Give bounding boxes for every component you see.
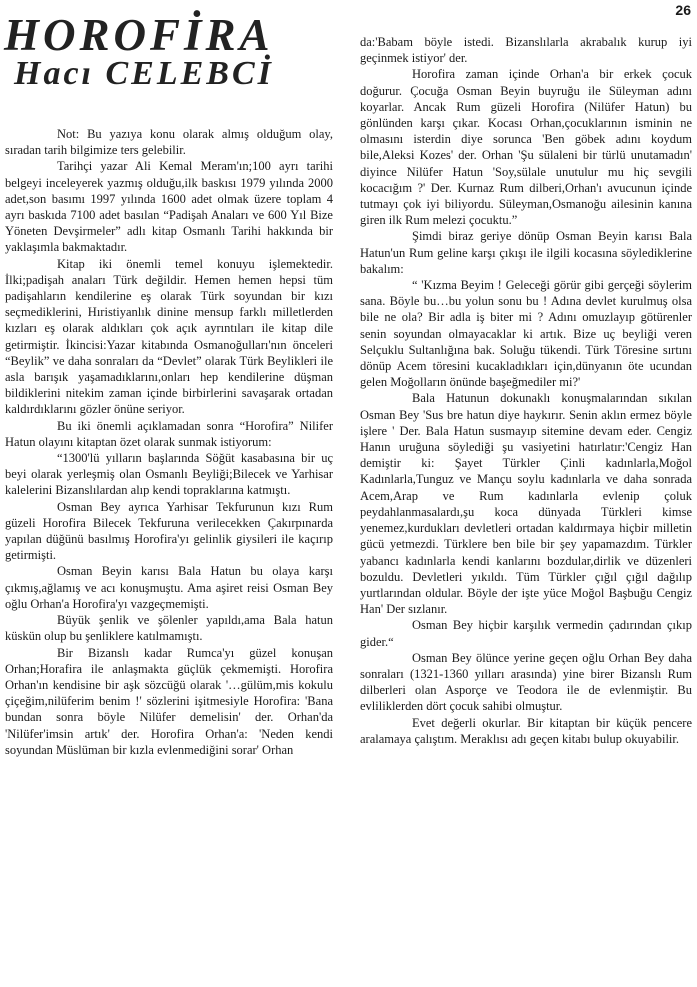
article-author: Hacı CELEBCİ [14,55,274,92]
paragraph: Evet değerli okurlar. Bir kitaptan bir küçük pencere aralamaya çalıştım. Meraklısı adı geçen kitabı bulup okuyabilir. [360,715,692,746]
paragraph: Osman Bey ayrıca Yarhisar Tekfurunun kızı Rum güzeli Horofira Bilecek Tekfuruna verilecekken Çakırpınarda yapılan düğünü basılmış Horofira'yı gelinlik giysileri ile kaçırıp getirmişti. [5,499,333,563]
paragraph: Not: Bu yazıya konu olarak almış olduğum olay, sıradan tarih bilgimize ters gelebilir. [5,127,333,158]
article-title: HOROFİRA [4,10,274,60]
paragraph: Osman Bey ölünce yerine geçen oğlu Orhan Bey daha sonraları (1321-1360 yılları arasında) yine birer Bizanslı Rum dilberleri olan Asporçe ve Teodora ile de evlenmiştir. Bu evliliklerden dört çocuk sahibi olmuştur. [360,650,692,714]
paragraph: Tarihçi yazar Ali Kemal Meram'ın;100 ayrı tarihi belgeyi inceleyerek yazmış olduğu,ilk baskısı 1979 yılında 2000 adet,son basımı 1997 yılında 1600 adet olmak üzere toplam 4 ayrı baskıda 7100 adet basılan “Padişah Anaları ve 600 Yıl Bize Yöneten Devşirmeler” adlı kitap Osmanlı Tarihi hakkında bir yaklaşımla bakmaktadır. [5,159,333,255]
paragraph: Osman Beyin karısı Bala Hatun bu olaya karşı çıkmış,ağlamış ve acı konuşmuştu. Ama aşiret reisi Osman Bey oğlu Orhan'a Horofira'yı vazgeçmemişti. [5,564,333,611]
paragraph: “ 'Kızma Beyim ! Geleceği görür gibi gerçeği söylerim sana. Böyle bu…bu yolun sonu bu ! Adına devlet kurulmuş olsa bile ne ola? Bir adla iş biter mi ? Adını omuzlayıp götürenler senin soyundan olmayacaklar ki artık. Bize uç beyliği veren Selçuklu Sultanlığına bak. Soluğu tükendi. Türk Töresine sırtını dönüp Acem töresini kucakladıkları için,dünyanın öte ucundan gelen Moğolların önünde başeğmediler mi?' [360,278,692,390]
paragraph: Osman Bey hiçbir karşılık vermedin çadırından çıkıp gider.“ [360,618,692,649]
paragraph: Bu iki önemli açıklamadan sonra “Horofira” Nilifer Hatun olayını kitaptan özet olarak sunmak istiyorum: [5,418,333,449]
right-column [360,34,692,747]
paragraph: Bir Bizanslı kadar Rumca'yı güzel konuşan Orhan;Horafira ile anlaşmakta güçlük çekmemişti. Horofira Orhan'ın kendisine bir aşk sözcüğü olarak '…gülüm,mis kokulu çiçeğim,nilüferim benim !' sözlerini işitmesiyle Horofira: 'Bana bundan sonra böyle Nilüfer demelisin' der. Orhan'da 'Nilüfer'imsin artık' der. Horofira Orhan'a: 'Neden kendi soyundan Müslüman bir kızla evlenmediğini sorar' Orhan [5,645,333,757]
left-column [5,126,333,758]
page-number: 26 [675,2,691,18]
paragraph: “1300'lü yılların başlarında Söğüt kasabasına bir uç beyi olarak yerleşmiş olan Osmanlı Beyliği;Bilecek ve Yarhisar kalelerini Bizanslılardan alıp kendi topraklarına katmıştı. [5,451,333,498]
paragraph: Büyük şenlik ve şölenler yapıldı,ama Bala hatun küskün olup bu şenliklere katılmamıştı. [5,613,333,644]
paragraph: Kitap iki önemli temel konuyu işlemektedir. İlki;padişah anaları Türk değildir. Hemen hemen hepsi tüm padişahların kendilerine eş olarak Türk soyundan bir kızı seçmediklerini, Hıristiyanlık dinine mensup farklı milletlerden kızları eş olarak aldıkları çok açık ayrıntıları ile kitap dile getirmiştir. İkincisi:Yazar kitabında Osmanoğulları'nın önceleri “Beylik” ve daha sonraları da “Devlet” olarak Türk Beylikleri ile asla barışık yaşamadıklarını,onları hep kendilerine düşman bildiklerini nitekim zaman içinde birbirlerini savaşarak ortadan kaldırdıklarını gözler önüne seriyor. [5,256,333,417]
paragraph: Bala Hatunun dokunaklı konuşmalarından sıkılan Osman Bey 'Sus bre hatun diye haykırır. Senin aklın ermez böyle işlere ' Der. Bala Hatun susmayıp sitemine devam eder. Cengiz Hanın uruğuna söylediği şu vasiyetini hatırlatır:'Cengiz Han demiştir ki: Şayet Türkler Çinli kadınlarla,Moğol Kadınlarla,Tunguz ve Mançu soylu kadınlarla ve daha sonrada Acem,Arap ve Rum kadınlarla evlenip çoluk peydahlanmasalardı,şu koca dünyada Türkleri kimse yenemez,kurdukları devletleri ortadan kaldırmaya hiçbir milletin gücü yetmezdi. Türklere ben bile bir şey yapamazdım. Türkler yabancı kadınlarla kendi kanlarını bozdular,dirlik ve düzenleri bozuldu. Devletleri yıkıldı. Tüm Türkler çığıl çığıl dağılıp yurtlarından oldular. Böyle der işte yüce Moğol Başbuğu Cengiz Han' Der sızlanır. [360,391,692,617]
paragraph: da:'Babam böyle istedi. Bizanslılarla akrabalık kurup iyi geçinmek istiyor' der. [360,35,692,66]
article-header [4,10,349,92]
paragraph: Şimdi biraz geriye dönüp Osman Beyin karısı Bala Hatun'un Rum geline karşı çıkışı ile ilgili kocasına söylediklerine bakalım: [360,229,692,276]
paragraph: Horofira zaman içinde Orhan'a bir erkek çocuk doğurur. Çocuğa Osman Beyin buyruğu ile Süleyman adını koyarlar. Ancak Rum güzeli Horofira (Nilüfer Hatun) bu gönlünden karşı çıkar. Kocası Orhan,çocuklarının isminin ne olmasını isterdin diye sorunca 'Ben göbek adını koydum bile,Aleksi Kozes' der. Orhan 'Şu sülaleni bir türlü unutamadın' diyince Nilüfer Hatun 'Soy,sülale unutulur mu hiç sevgili kocacığım ?' Der. Kurnaz Rum dilberi,Orhan'ı avucunun içinde tutmayı çok iyi biliyordu. Süleyman,Osmanoğu ailesinin kanına giren ilk Rum melezi çocuktu.” [360,67,692,228]
